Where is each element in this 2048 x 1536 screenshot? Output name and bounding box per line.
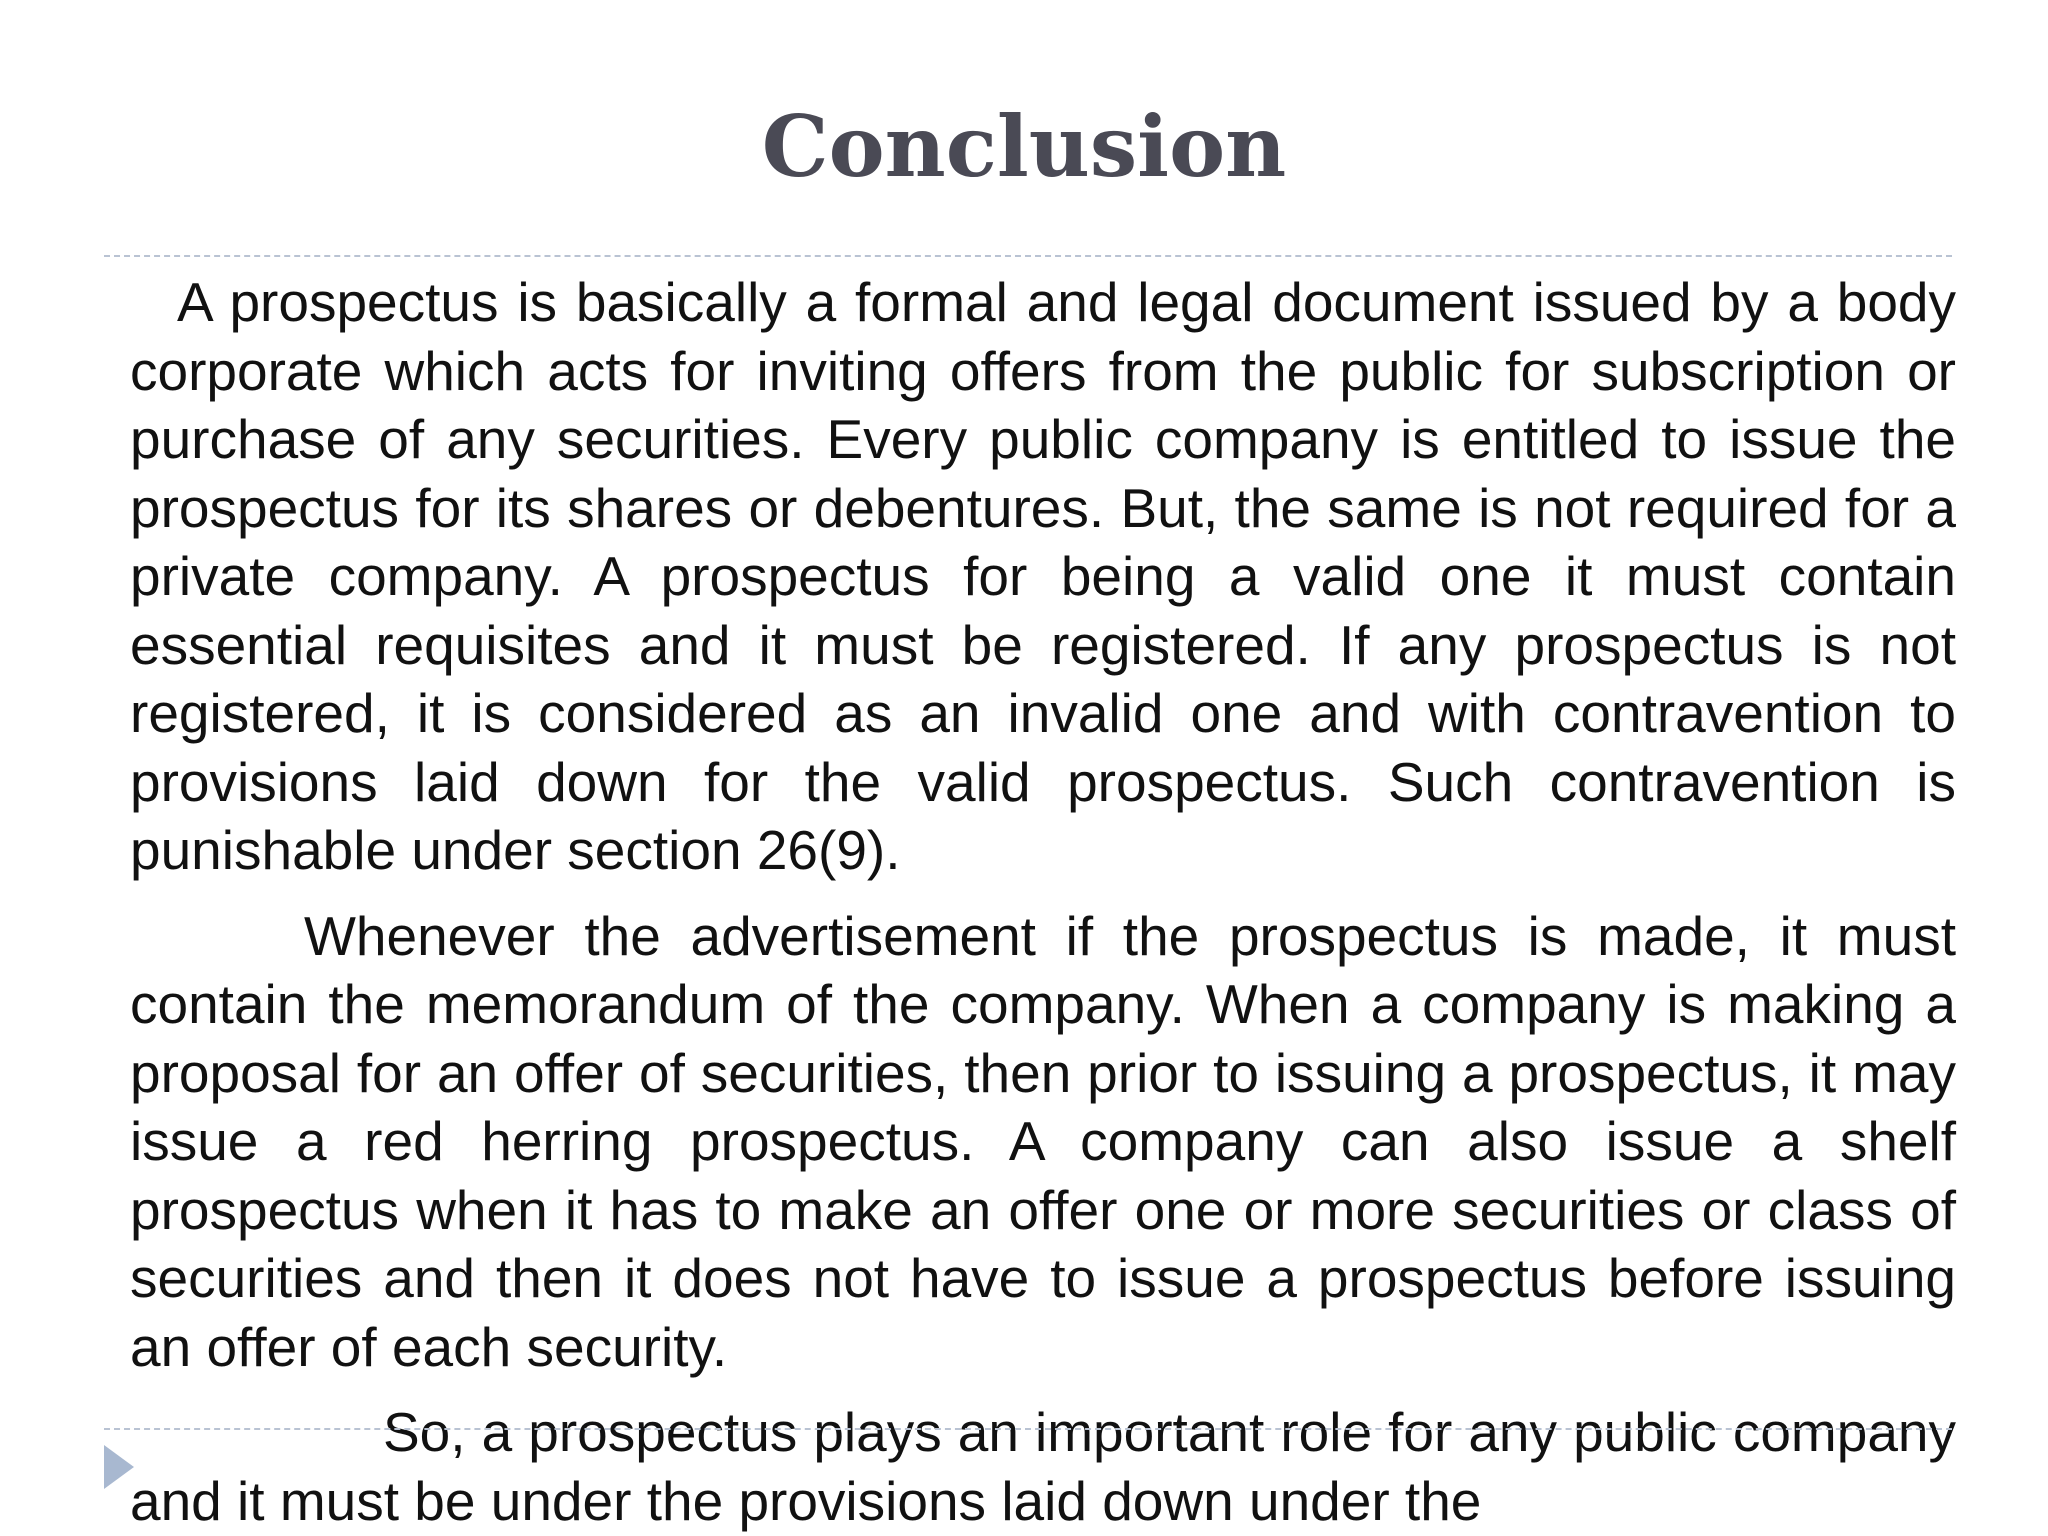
slide-body [130,268,1956,1535]
paragraph-summary: So, a prospectus plays an important role for any public company and it must be under the provisions laid down under the [130,1401,1956,1532]
title-divider [104,255,1952,257]
footer-divider [104,1428,1952,1430]
paragraph-advertisement: Whenever the advertisement if the prospectus is made, it must contain the memorandum of the company. When a company is making a proposal for an offer of securities, then prior to issuing a prospectus, it may issue a red herring prospectus. A company can also issue a shelf prospectus when it has to make an offer one or more securities or class of securities and then it does not have to issue a prospectus before issuing an offer of each security. [130,904,1956,1378]
paragraph-definition: A prospectus is basically a formal and legal document issued by a body corporate which acts for inviting offers from the public for subscription or purchase of any securities. Every public company is entitled to issue the prospectus for its shares or debentures. But, the same is not required for a private company. A prospectus for being a valid one it must contain essential requisites and it must be registered. If any prospectus is not registered, it is considered as an invalid one and with contravention to provisions laid down for the valid prospectus. Such contravention is punishable under section 26(9). [130,271,1956,881]
slide-title: Conclusion [761,97,1287,196]
triangle-bullet-icon [104,1445,134,1489]
